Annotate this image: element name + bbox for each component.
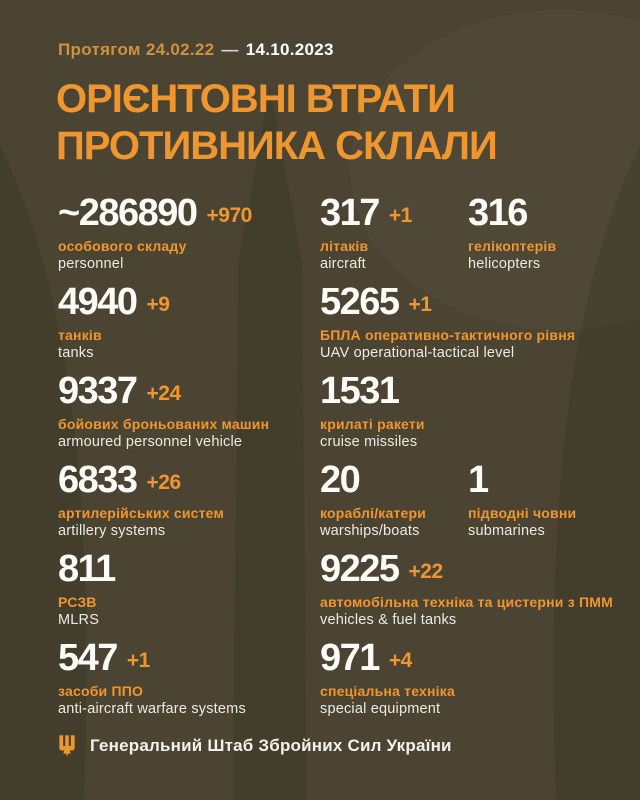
stat-value: 1 <box>468 459 488 501</box>
stat-value: 9225 <box>320 548 399 590</box>
stat-delta: +4 <box>388 649 412 672</box>
stat-value: 6833 <box>58 459 137 501</box>
stats-column-right <box>320 194 632 728</box>
title-line-2: ПРОТИВНИКА СКЛАЛИ <box>56 123 497 168</box>
stat-submarines <box>468 461 632 550</box>
stat-delta: +1 <box>408 293 432 316</box>
stat-label-en: warships/boats <box>320 523 420 539</box>
stat-label-en: anti-aircraft warfare systems <box>58 701 246 717</box>
stat-mlrs <box>58 550 320 639</box>
stat-label-en: UAV operational-tactical level <box>320 345 515 361</box>
stat-label-uk: артилерійських систем <box>58 505 225 521</box>
period-date: 14.10.2023 <box>245 40 334 59</box>
period-separator: — <box>221 40 239 59</box>
stat-helicopters <box>468 194 632 283</box>
stat-value: 5265 <box>320 281 399 323</box>
stat-delta: +1 <box>388 204 412 227</box>
stat-label-en: helicopters <box>468 256 541 272</box>
stat-delta: +970 <box>206 204 252 227</box>
stat-label-en: aircraft <box>320 256 366 272</box>
title-line-1: ОРІЄНТОВНІ ВТРАТИ <box>56 77 455 121</box>
stat-cruise-missiles <box>320 372 632 461</box>
stat-value: 20 <box>320 459 360 501</box>
stat-aircraft <box>320 194 468 283</box>
stat-label-en: personnel <box>58 256 124 272</box>
stat-delta: +22 <box>408 560 443 583</box>
footer <box>58 735 452 757</box>
stat-label-uk: особового складу <box>58 238 187 254</box>
trident-icon <box>58 735 76 757</box>
stat-tanks <box>58 283 320 372</box>
stat-uav <box>320 283 632 372</box>
stat-value: 811 <box>58 548 115 590</box>
stat-label-en: cruise missiles <box>320 434 418 450</box>
stat-label-uk: автомобільна техніка та цистерни з ПММ <box>320 594 613 610</box>
stat-label-uk: крилаті ракети <box>320 416 425 432</box>
stat-label-en: special equipment <box>320 701 441 717</box>
stat-label-uk: спеціальна техніка <box>320 683 455 699</box>
stat-value: 9337 <box>58 370 137 412</box>
stat-label-uk: гелікоптерів <box>468 238 557 254</box>
stat-label-en: submarines <box>468 523 545 539</box>
stat-value: 4940 <box>58 281 137 323</box>
stat-label-uk: РСЗВ <box>58 594 97 610</box>
stat-anti-aircraft <box>58 639 320 728</box>
stat-vehicles-fuel <box>320 550 632 639</box>
stat-value: 971 <box>320 637 379 679</box>
stat-row-air <box>320 194 632 283</box>
stat-label-uk: засоби ППО <box>58 683 144 699</box>
stat-value: 547 <box>58 637 117 679</box>
stat-special-equipment <box>320 639 632 728</box>
stat-delta: +9 <box>146 293 170 316</box>
page-title <box>56 76 497 170</box>
stat-warships <box>320 461 468 550</box>
stats-column-left <box>58 194 320 728</box>
stat-label-en: tanks <box>58 345 94 361</box>
stat-artillery <box>58 461 320 550</box>
stat-delta: +1 <box>126 649 150 672</box>
stat-label-uk: танків <box>58 327 102 343</box>
stat-label-en: armoured personnel vehicle <box>58 434 243 450</box>
stat-label-uk: підводні човни <box>468 505 577 521</box>
stat-label-uk: БПЛА оперативно-тактичного рівня <box>320 327 576 343</box>
stat-delta: +24 <box>146 382 181 405</box>
stat-armoured-vehicles <box>58 372 320 461</box>
period-line <box>58 40 334 60</box>
stat-personnel <box>58 194 320 283</box>
stat-label-en: MLRS <box>58 612 100 628</box>
stat-value: 316 <box>468 192 527 234</box>
stat-value: ~286890 <box>58 192 197 234</box>
period-prefix: Протягом 24.02.22 <box>58 40 215 59</box>
stat-row-navy <box>320 461 632 550</box>
stat-label-uk: літаків <box>320 238 369 254</box>
stat-label-en: vehicles & fuel tanks <box>320 612 457 628</box>
stat-label-en: artillery systems <box>58 523 166 539</box>
stat-delta: +26 <box>146 471 181 494</box>
stat-value: 1531 <box>320 370 399 412</box>
stat-label-uk: бойових броньованих машин <box>58 416 270 432</box>
stats-grid <box>58 194 632 728</box>
source-attribution: Генеральний Штаб Збройних Сил України <box>90 736 452 755</box>
stat-label-uk: кораблі/катери <box>320 505 427 521</box>
stat-value: 317 <box>320 192 379 234</box>
